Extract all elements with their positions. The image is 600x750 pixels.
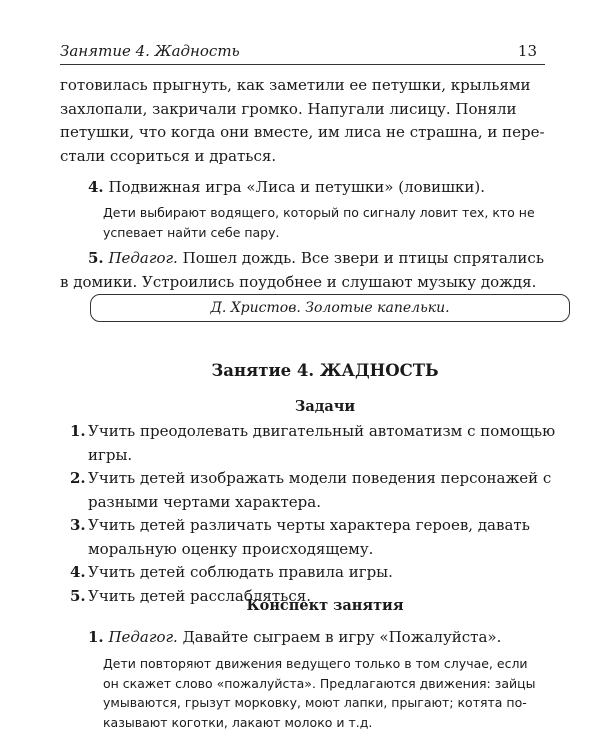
task-number: 2.: [70, 469, 86, 487]
task-number: 5.: [70, 586, 86, 605]
task-line: Учить детей изображать модели поведения персонажей с: [88, 469, 552, 487]
task-line: Учить детей расслабляться.: [88, 586, 311, 605]
item-role: Педагог.: [108, 628, 178, 646]
task-line: Учить детей соблюдать правила игры.: [88, 563, 393, 581]
text-line: готовилась прыгнуть, как заметили ее петушки, крыльями: [60, 76, 531, 94]
task-line: игры.: [88, 445, 133, 464]
tasks-list: [60, 420, 560, 608]
item-text: Пошел дождь. Все звери и птицы спрятались: [182, 249, 544, 267]
text-line: петушки, что когда они вместе, им лиса не страшна, и пере-: [60, 123, 545, 141]
task-item: [60, 514, 560, 561]
note-line: успевает найти себе пару.: [103, 224, 280, 240]
item-number: 5.: [88, 249, 104, 267]
summary-item-1: [88, 626, 558, 650]
summary-item-1-note: [103, 654, 565, 732]
task-item: [60, 420, 560, 467]
item-4: [88, 176, 558, 200]
task-line: моральную оценку происходящему.: [88, 539, 374, 558]
music-reference-box: Д. Христов. Золотые капельки.: [90, 294, 570, 322]
tasks-heading: Задачи: [294, 398, 356, 415]
item-5: [60, 247, 560, 294]
note-line: Дети выбирают водящего, который по сигналу ловит тех, кто не: [103, 205, 535, 220]
item-text: Подвижная игра «Лиса и петушки» (ловишки).: [108, 178, 486, 196]
item-number: 1.: [88, 628, 104, 646]
item-5-line-1: [60, 247, 560, 271]
task-line: разными чертами характера.: [88, 492, 321, 511]
running-head: [60, 40, 545, 65]
task-number: 3.: [70, 516, 86, 534]
item-5-line-2: в домики. Устроились поудобнее и слушают музыку дождя.: [60, 272, 537, 291]
task-line: Учить детей различать черты характера героев, давать: [88, 516, 530, 534]
task-number: 1.: [70, 422, 86, 440]
text-line: захлопали, закричали громко. Напугали лисицу. Поняли: [60, 99, 517, 118]
item-text: Давайте сыграем в игру «Пожалуйста».: [182, 628, 502, 646]
task-item: [60, 561, 560, 585]
summary-heading: Конспект занятия: [246, 597, 404, 614]
intro-paragraph: [60, 74, 560, 168]
running-head-title: Занятие 4. Жадность: [60, 42, 240, 60]
item-role: Педагог.: [108, 249, 178, 267]
task-item: [60, 467, 560, 514]
text-line: стали ссориться и драться.: [60, 146, 277, 165]
item-number: 4.: [88, 178, 104, 196]
lesson-title: Занятие 4. ЖАДНОСТЬ: [211, 361, 439, 380]
task-number: 4.: [70, 563, 86, 581]
note-line: умываются, грызут морковку, моют лапки, прыгают; котята по-: [103, 695, 527, 710]
note-line: Дети повторяют движения ведущего только в том случае, если: [103, 656, 528, 671]
task-line: Учить преодолевать двигательный автоматизм с помощью: [88, 422, 556, 440]
note-line: он скажет слово «пожалуйста». Предлагаются движения: зайцы: [103, 675, 536, 691]
item-4-note: [103, 203, 563, 242]
note-line: казывают коготки, лакают молоко и т.д.: [103, 714, 373, 730]
page-number: 13: [517, 42, 537, 60]
